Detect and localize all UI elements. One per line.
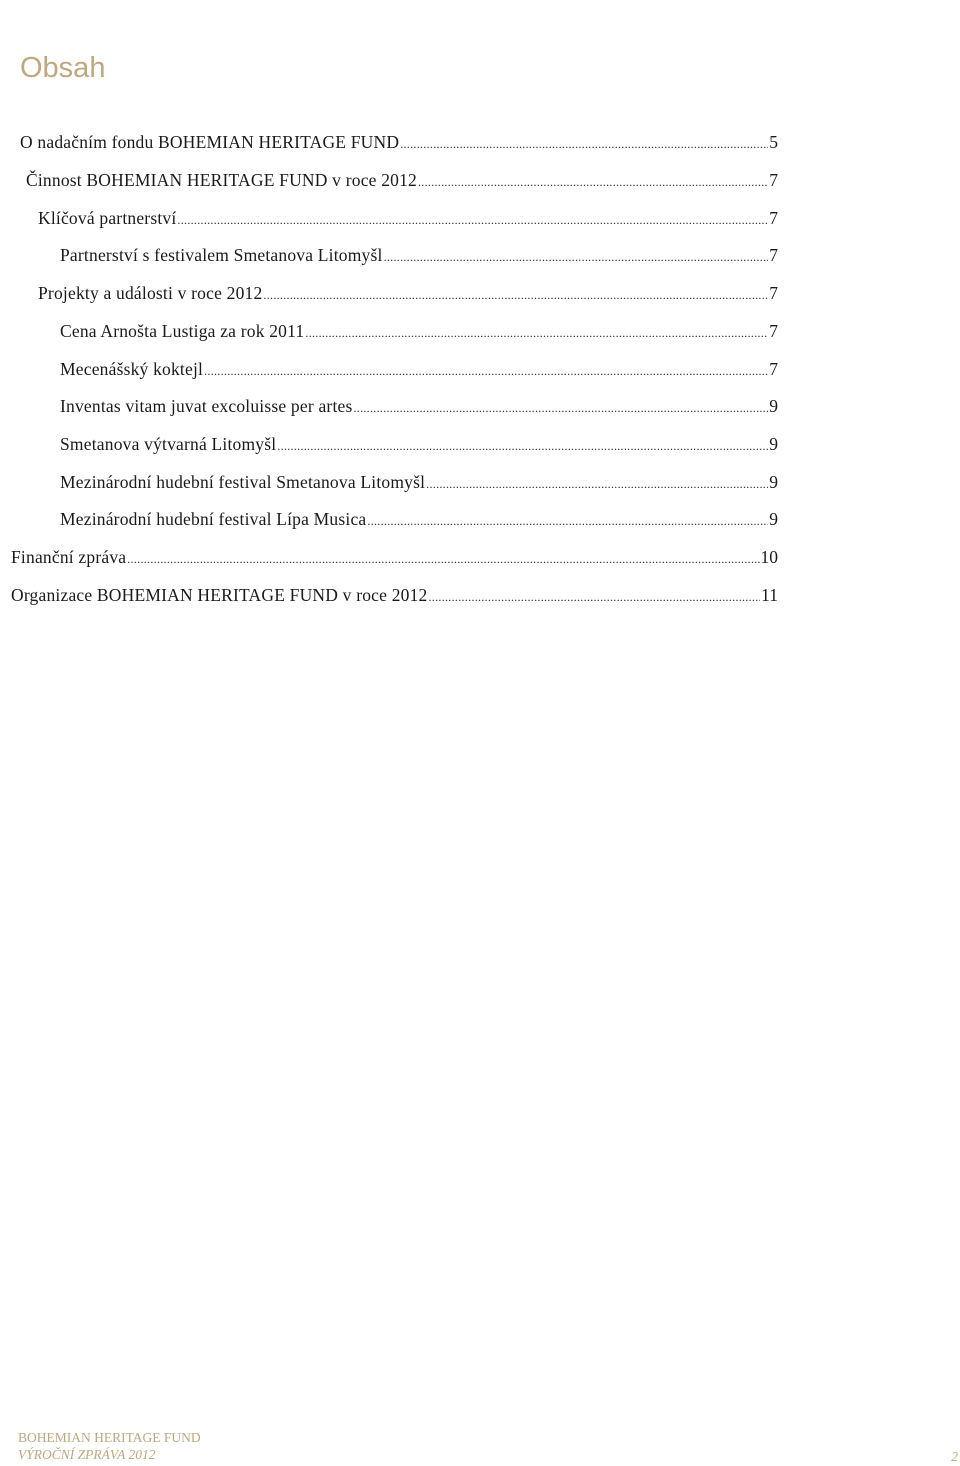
toc-entry-page: 7: [769, 170, 778, 190]
toc-entry-page: 9: [769, 472, 778, 492]
toc-entry-label: Finanční zpráva: [11, 547, 127, 567]
toc-leader-dots: [400, 137, 768, 152]
toc-entry[interactable]: [26, 170, 778, 198]
toc-entry-page: 9: [769, 509, 778, 529]
toc-entry[interactable]: [60, 321, 778, 349]
toc-entry[interactable]: [60, 245, 778, 273]
toc-entry-page: 7: [769, 245, 778, 265]
toc-entry-label: Inventas vitam juvat excoluisse per artes: [60, 396, 353, 416]
toc-leader-dots: [353, 401, 768, 416]
toc-entry-label: Projekty a události v roce 2012: [38, 283, 263, 303]
toc-leader-dots: [384, 250, 769, 265]
toc-entry-page: 7: [769, 283, 778, 303]
toc-leader-dots: [204, 364, 768, 379]
toc-entry-label: Mezinárodní hudební festival Smetanova Litomyšl: [60, 472, 426, 492]
toc-entry[interactable]: [60, 509, 778, 537]
toc-entry-page: 7: [769, 208, 778, 228]
page-title: Obsah: [20, 52, 106, 84]
toc-entry-page: 9: [769, 396, 778, 416]
toc-entry-label: Smetanova výtvarná Litomyšl: [60, 434, 277, 454]
toc-entry-label: O nadačním fondu BOHEMIAN HERITAGE FUND: [20, 132, 400, 152]
toc-entry-label: Činnost BOHEMIAN HERITAGE FUND v roce 2012: [26, 170, 417, 190]
toc-leader-dots: [418, 175, 768, 190]
toc-entry[interactable]: [60, 472, 778, 500]
toc-entry-label: Klíčová partnerství: [38, 208, 177, 228]
toc-entry-page: 7: [769, 321, 778, 341]
toc-entry[interactable]: [20, 132, 778, 160]
footer-org-name: BOHEMIAN HERITAGE FUND: [18, 1430, 201, 1445]
toc-entry-label: Organizace BOHEMIAN HERITAGE FUND v roce 2012: [11, 585, 428, 605]
toc-entry[interactable]: [38, 208, 778, 236]
toc-leader-dots: [127, 552, 759, 567]
toc-entry[interactable]: [11, 547, 778, 575]
toc-leader-dots: [305, 326, 768, 341]
toc-entry-page: 10: [760, 547, 778, 567]
toc-entry[interactable]: [11, 585, 778, 613]
toc-entry-label: Mezinárodní hudební festival Lípa Musica: [60, 509, 367, 529]
toc-entry-page: 9: [769, 434, 778, 454]
footer-page-number: 2: [951, 1449, 958, 1464]
toc-entry[interactable]: [60, 434, 778, 462]
toc-entry[interactable]: [60, 396, 778, 424]
toc-entry-label: Mecenášský koktejl: [60, 359, 204, 379]
toc-entry[interactable]: [38, 283, 778, 311]
toc-leader-dots: [263, 288, 768, 303]
footer-report-title: VÝROČNÍ ZPRÁVA 2012: [18, 1447, 156, 1462]
toc-leader-dots: [177, 213, 768, 228]
toc-leader-dots: [277, 439, 768, 454]
toc-entry-page: 11: [761, 585, 778, 605]
toc-entry-page: 7: [769, 359, 778, 379]
toc-leader-dots: [367, 514, 768, 529]
toc-entry-page: 5: [769, 132, 778, 152]
toc-leader-dots: [429, 590, 761, 605]
toc-leader-dots: [426, 477, 768, 492]
footer: [18, 1430, 958, 1463]
toc-entry-label: Cena Arnošta Lustiga za rok 2011: [60, 321, 305, 341]
toc-entry-label: Partnerství s festivalem Smetanova Litomyšl: [60, 245, 383, 265]
toc-entry[interactable]: [60, 359, 778, 387]
